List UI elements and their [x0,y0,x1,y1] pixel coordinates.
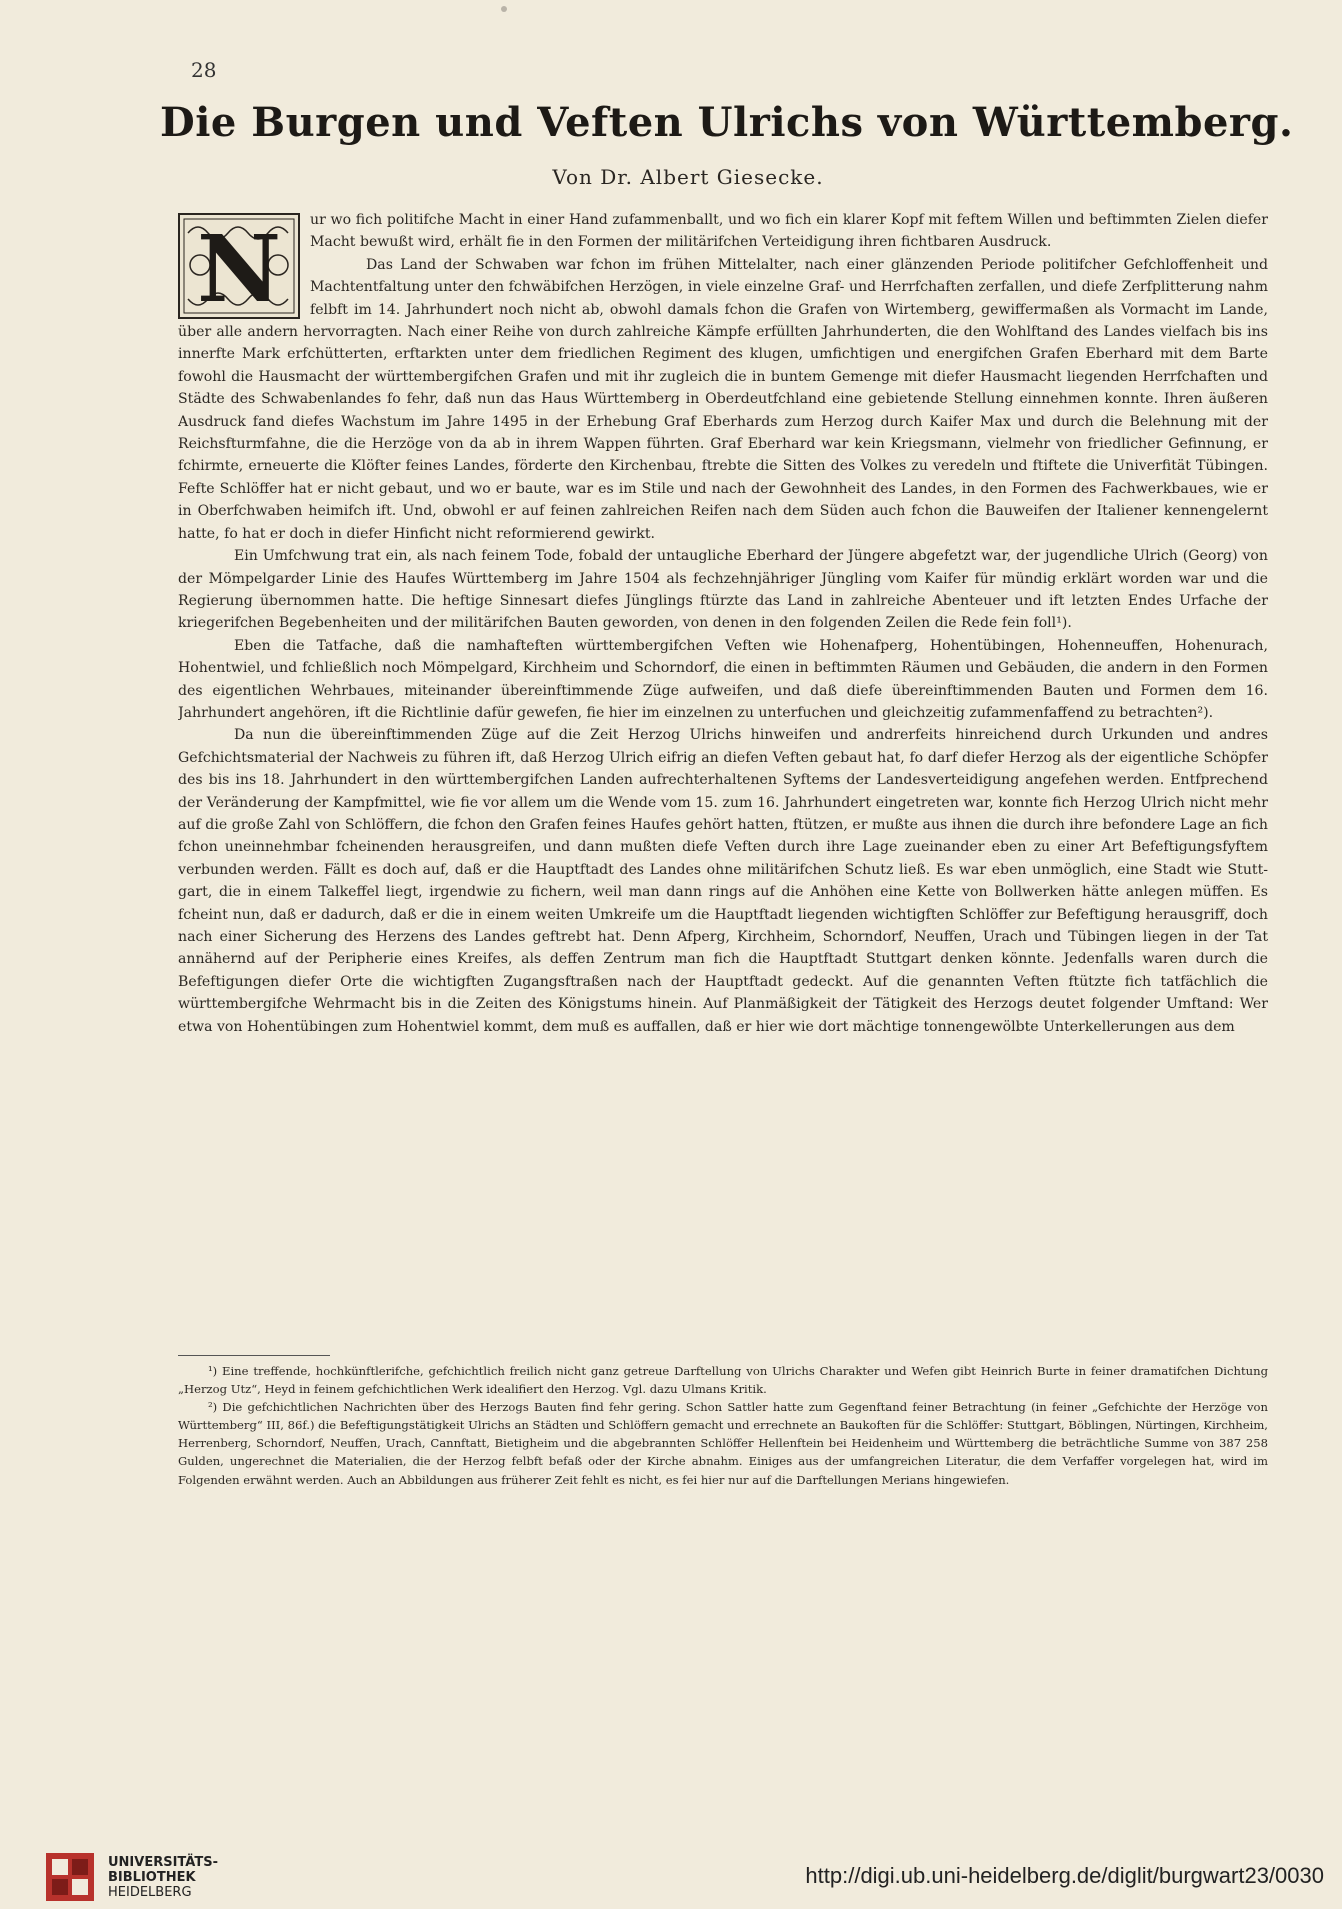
library-name [108,1855,218,1900]
scan-dot [501,6,507,12]
article-byline: Von Dr. Albert Giesecke. [552,165,824,189]
footnote: ¹) Eine treffende, hochkünftlerifche, gefchichtlich freilich nicht ganz getreue Darftellung von Ulrichs Charakter und Wefen gibt Heinrich Burte in feiner dramatifchen Dichtung „Herzog Utz“, Heyd in feinem gefchichtlichen Werk idealifiert den Herzog. Vgl. dazu Ulmans Kritik. [178,1364,1268,1397]
paragraph: Ein Umfchwung trat ein, als nach feinem Tode, fobald der untaugliche Eberhard der Jüngere abgefetzt war, der jugendliche Ulrich (Georg) von der Mömpelgarder Linie des Haufes Württemberg im Jahre 1504 als fechzehnjähriger Jüngling vom Kaifer für mündig erklärt worden war und die Regierung übernommen hatte. Die heftige Sinnesart diefes Jünglings ftürzte das Land in zahlreiche Abenteuer und ift letzten Endes Urfache der kriegerifchen Begebenheiten und der militärifchen Bauten geworden, von denen in den folgenden Zeilen die Rede fein foll¹). [178,548,1268,632]
article-title: Die Burgen und Veften Ulrichs von Württemberg. [160,99,1294,146]
university-seal-icon [46,1853,94,1901]
footnotes [178,1362,1268,1552]
article-body [178,209,1268,1344]
footnote: ²) Die gefchichtlichen Nachrichten über des Herzogs Bauten find fehr gering. Schon Sattler hatte zum Gegenftand feiner Betrachtung (in feiner „Gefchichte der Herzöge von Württemberg“ III, 86f.) die Befeftigungstätigkeit Ulrichs an Städten und Schlöffern gemacht und errechnete an Baukoften für die Schlöffer: Stuttgart, Böblingen, Nürtingen, Kirchheim, Herrenberg, Schorndorf, Neuffen, Urach, Cannftatt, Bietigheim und die abgebrannten Schlöffer Hellenftein bei Heidenheim und Württemberg die beträchtliche Summe von 387 258 Gulden, ungerechnet die Materialien, die der Herzog felbft befaß oder der Kirche abnahm. Einiges aus der umfangreichen Literatur, die dem Verfaffer vorgelegen hat, wird im Folgenden erwähnt werden. Auch an Abbildungen aus früherer Zeit fehlt es nicht, es fei hier nur auf die Darftellungen Merians hingewiefen. [178,1400,1268,1487]
initial-letter: N [196,215,282,319]
ornamental-initial-n [178,213,300,319]
paragraph: Das Land der Schwaben war fchon im frühen Mittelalter, nach einer glänzenden Periode politifcher Gefchloffenheit und Machtentfaltung unter den fchwäbifchen Herzögen, in viele einzelne Graf- und Herrfchaften zerfallen, und diefe Zerfplitterung nahm felbft im 14. Jahrhundert noch nicht ab, obwohl damals fchon die Grafen von Wirtemberg, gewiffermaßen als Vormacht im Lande, über alle andern hervorragten. Nach einer Reihe von durch zahlreiche Kämpfe erfüllten Jahrhunderten, die den Wohlftand des Landes vielfach bis ins innerfte Mark erfchütterten, erftarkten unter dem friedlichen Regiment des klugen, umfichtigen und energifchen Grafen Eberhard mit dem Barte fowohl die Hausmacht der württembergifchen Grafen und mit ihr zugleich die in buntem Gemenge mit diefer Hausmacht liegenden Herrfchaften und Städte des Schwabenlandes fo fehr, daß nun das Haus Württemberg in Oberdeutfchland eine gebietende Stellung einnehmen konnte. Ihren äußeren Ausdruck fand diefes Wachstum im Jahre 1495 in der Erhebung Graf Eberhards zum Herzog durch Kaifer Max und durch die Belehnung mit der Reichsfturmfahne, die die Herzöge von da ab in ihrem Wappen führten. Graf Eberhard war kein Kriegsmann, vielmehr von friedlicher Gefinnung, er fchirmte, erneuerte die Klöfter feines Landes, förderte den Kirchenbau, ftrebte die Sitten des Volkes zu veredeln und ftiftete die Univerfität Tübingen. Fefte Schlöffer hat er nicht gebaut, und wo er baute, war es im Stile und nach der Gewohnheit des Landes, in den Formen des Fachwerkbaues, wie er in Oberfchwaben heimifch ift. Und, obwohl er auf feinen zahlreichen Reifen nach dem Süden auch fchon die Bauweifen der Italiener kennengelernt hatte, fo hat er doch in diefer Hinficht nicht reformierend gewirkt. [178,256,1268,542]
library-line-2: BIBLIOTHEK [108,1870,196,1885]
permalink-url[interactable]: http://digi.ub.uni-heidelberg.de/diglit/burgwart23/0030 [805,1863,1324,1888]
page-number: 28 [191,58,217,82]
paragraph: Eben die Tatfache, daß die namhafteften württembergifchen Veften wie Hohenafperg, Hohentübingen, Hohenneuffen, Hohenurach, Hohentwiel, und fchließlich noch Mömpelgard, Kirchheim und Schorndorf, die einen in beftimmten Räumen und Gebäuden, die andern in den Formen des eigentlichen Wehrbaues, miteinander übereinftimmende Züge aufweifen, und daß diefe übereinftimmenden Bauten und Formen dem 16. Jahrhundert angehören, ift die Richtlinie dafür gewefen, fie hier im einzelnen zu unterfuchen und gleichzeitig zufammenfaffend zu betrachten²). [178,637,1268,721]
paragraph: Da nun die übereinftimmenden Züge auf die Zeit Herzog Ulrichs hinweifen und andrerfeits hinreichend durch Urkunden und andres Gefchichtsmaterial der Nachweis zu führen ift, daß Herzog Ulrich eifrig an diefen Veften gebaut hat, fo darf diefer Herzog als der eigentliche Schöpfer des bis ins 18. Jahrhundert in den württembergifchen Landen aufrechterhaltenen Syftems der Landesverteidigung angefehen werden. Entfprechend der Veränderung der Kampfmittel, wie fie vor allem um die Wende vom 15. zum 16. Jahrhundert eingetreten war, konnte fich Herzog Ulrich nicht mehr auf die große Zahl von Schlöffern, die fchon den Grafen feines Haufes gehört hatten, ftützen, er mußte aus ihnen die durch ihre befondere Lage an fich fchon uneinnehmbar fcheinenden herausgreifen, und dann mußten diefe Veften durch ihre Lage zueinander eben zu einer Art Befeftigungsfyftem verbunden werden. Fällt es doch auf, daß er die Hauptftadt des Landes ohne militärifchen Schutz ließ. Es war eben unmöglich, eine Stadt wie Stuttgart, die in einem Talkeffel liegt, irgendwie zu fichern, weil man dann rings auf die Anhöhen eine Kette von Bollwerken hätte anlegen müffen. Es fcheint nun, daß er dadurch, daß er die in einem weiten Umkreife um die Hauptftadt liegenden wichtigften Schlöffer zur Befeftigung herausgriff, doch nach einer Sicherung des Herzens des Landes geftrebt hat. Denn Afperg, Kirchheim, Schorndorf, Neuffen, Urach und Tübingen liegen in der Tat annähernd auf der Peripherie eines Kreifes, als deffen Zentrum man fich die Hauptftadt Stuttgart denken könnte. Jedenfalls waren durch die Befeftigungen diefer Orte die wichtigften Zugangsftraßen nach der Hauptftadt gedeckt. Auf die genannten Veften ftützte fich tatfächlich die württembergifche Wehrmacht bis in die Zeiten des Königstums hinein. Auf Planmäßigkeit der Tätigkeit des Herzogs deutet folgender Umftand: Wer etwa von Hohentübingen zum Hohentwiel kommt, dem muß es auffallen, daß er hier wie dort mächtige tonnengewölbte Unterkellerungen aus dem [178,727,1268,1035]
footer-bar [0,1843,1342,1909]
paragraph: ur wo fich politifche Macht in einer Hand zufammenballt, und wo fich ein klarer Kopf mit feftem Willen und beftimmten Zielen diefer Macht bewußt wird, erhält fie in den Formen der militärifchen Verteidigung ihren fichtbaren Ausdruck. [310,212,1268,251]
library-line-1: UNIVERSITÄTS- [108,1855,218,1870]
footnote-divider [178,1355,330,1356]
library-line-3: HEIDELBERG [108,1885,192,1900]
